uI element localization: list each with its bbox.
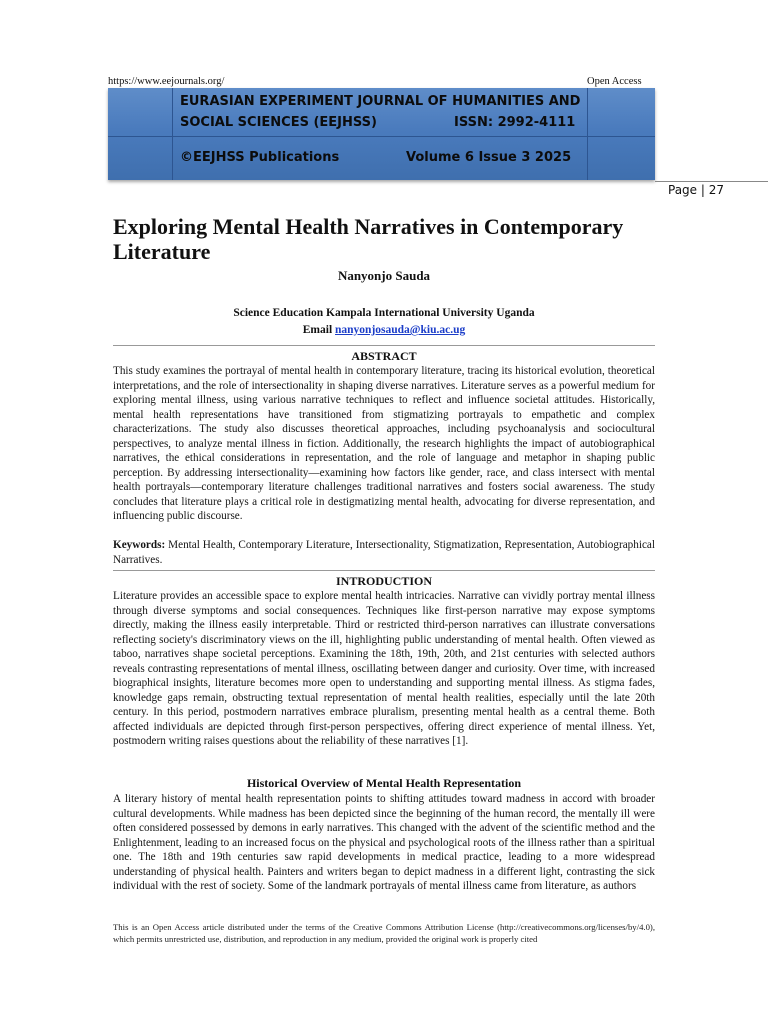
open-access-label: Open Access: [587, 76, 642, 87]
historical-overview-body: A literary history of mental health representation points to shifting attitudes toward madness in accord with broader cultural developments. While madness has been depicted since the beginning of the human record, the mentally ill were often considered possessed by demons in early narratives. This changed with the advent of the scientific method and the Enlightenment, leading to an increased focus on the physical and psychological roots of the illness rather than a spiritual one. The 18th and 19th centuries saw rapid developments in medical practice, leading to a more widespread understanding of physical health. Painters and writers began to depict madness in a different light, contrasting the sick individual with the rest of society. Some of the landmark portrayals of mental illness came from literature, as authors: [113, 793, 655, 892]
keywords: [113, 538, 655, 567]
page-number: Page | 27: [668, 183, 724, 197]
email-label: Email: [302, 324, 333, 336]
author-affiliation: Science Education Kampala International University Uganda: [233, 307, 535, 319]
page-number-rule: [655, 181, 768, 182]
volume-issue: Volume 6 Issue 3 2025: [406, 150, 572, 165]
article-title: Exploring Mental Health Narratives in Contemporary Literature: [113, 214, 624, 264]
journal-name-line2: SOCIAL SCIENCES (EEJHSS): [180, 115, 377, 130]
banner-divider: [108, 136, 655, 137]
journal-banner: [108, 88, 655, 180]
publisher: ©EEJHSS Publications: [180, 150, 340, 165]
abstract-top-rule: [113, 345, 655, 346]
journal-name-line1: EURASIAN EXPERIMENT JOURNAL OF HUMANITIES AND: [180, 94, 581, 109]
license-footnote: This is an Open Access article distributed under the terms of the Creative Commons Attribution License (http://creativecommons.org/licenses/by/4.0), which permits unrestricted use, distribution, and reproduction in any medium, provided the original work is properly cited: [113, 922, 655, 944]
keywords-label: Keywords:: [113, 539, 166, 551]
author-name: Nanyonjo Sauda: [337, 268, 431, 283]
banner-left-cell: [108, 88, 173, 180]
keywords-list: Mental Health, Contemporary Literature, Intersectionality, Stigmatization, Representation, Autobiographical Narratives.: [113, 539, 655, 566]
banner-right-cell: [587, 88, 655, 180]
abstract-body: This study examines the portrayal of mental health in contemporary literature, tracing its historical evolution, theoretical interpretations, and the role of intersectionality in shaping diverse narratives. Literature serves as a powerful medium for exploring mental illness, using various narrative techniques to reflect and influence societal attitudes. Historically, mental health representations have transitioned from stigmatizing portrayals to empathetic and complex characterizations. The study also discusses theoretical approaches, including psychoanalysis and sociocultural perspectives, to analyze mental illness in fiction. Additionally, the research highlights the impact of autobiographical narratives, the ethical considerations in representation, and the role of language and metaphor in shaping public perception. By addressing intersectionality—examining how factors like gender, race, and class intersect with mental health portrayals—contemporary literature challenges traditional narratives and fosters social awareness. The study concludes that literature plays a critical role in destigmatizing mental health, advocating for diverse representation, and influencing public discourse.: [113, 365, 655, 522]
introduction-heading: INTRODUCTION: [335, 574, 432, 588]
journal-url[interactable]: https://www.eejournals.org/: [108, 76, 225, 87]
introduction-body: Literature provides an accessible space to explore mental health intricacies. Narrative can vividly portray mental illness through diverse symptoms and social consequences. Techniques like first-person narrative may expose symptoms directly, making the illness easily interpretable. Third or restricted third-person narratives can illustrate conversations reflecting society's discriminatory views on the ill, highlighting public understanding of mental health. Often viewed as taboo, narratives shape societal perceptions. Examining the 18th, 19th, 20th, and 21st centuries with selected authors reveals contrasting representations of mental illness, oscillating between danger and curiosity. Over time, with increased biographical insights, literature becomes more open to understanding and supporting mental illness. As stigma fades, knowledge gaps remain, obstructing textual representation of mental health realities, especially until the late 20th century. In this period, postmodern narratives embrace pluralism, presenting mental health as a central theme. Both affected individuals are depicted through first-person perspectives, offering direct experience of mental illness. Yet, postmodern writing raises questions about the reliability of these narratives [1].: [113, 590, 655, 747]
abstract-bottom-rule: [113, 570, 655, 571]
abstract-heading: ABSTRACT: [351, 349, 417, 363]
author-email-line: [0, 324, 768, 336]
issn: ISSN: 2992-4111: [454, 115, 576, 130]
email-link[interactable]: nanyonjosauda@kiu.ac.ug: [335, 324, 466, 336]
historical-overview-heading: Historical Overview of Mental Health Representation: [246, 776, 522, 790]
